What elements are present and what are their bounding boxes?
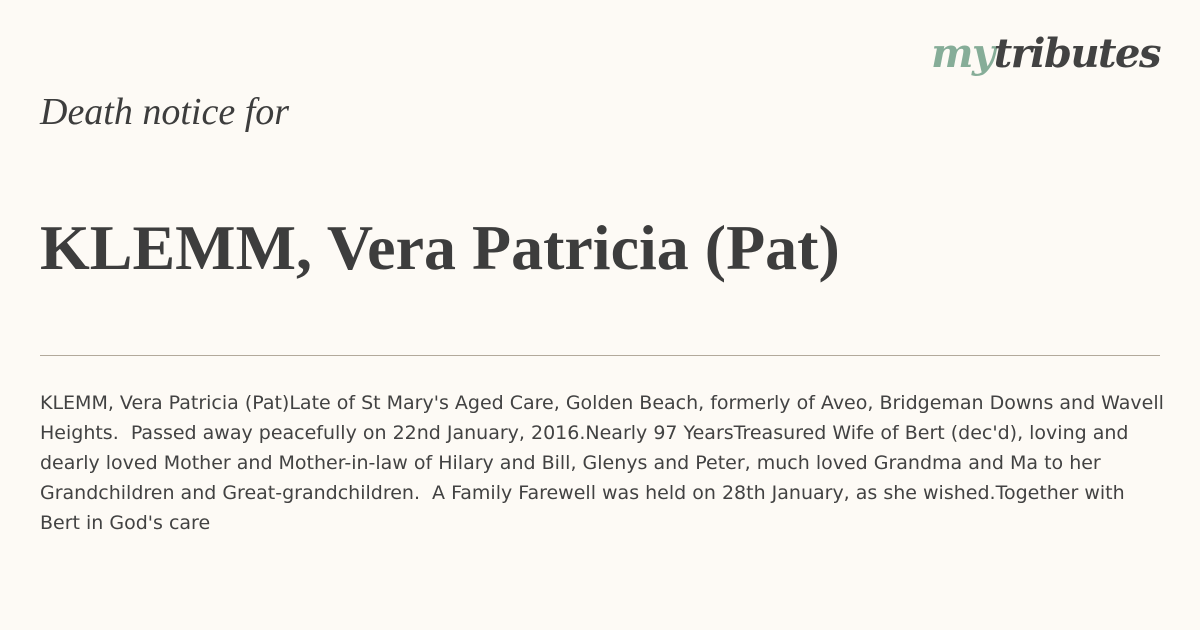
logo-suffix: tributes (993, 30, 1160, 77)
section-divider (40, 355, 1160, 356)
notice-body-text: KLEMM, Vera Patricia (Pat)Late of St Mary's Aged Care, Golden Beach, formerly of Aveo, Bridgeman Downs and Wavell Heights. Passed away peacefully on 22nd January, 2016.Nearly 97 YearsTreasured Wife of Bert (dec'd), loving and dearly loved Mother and Mother-in-law of Hilary and Bill, Glenys and Peter, much loved Grandma and Ma to her Grandchildren and Great-grandchildren. A Family Farewell was held on 28th January, as she wished.Together with Bert in God's care (40, 392, 1170, 534)
deceased-name-title: KLEMM, Vera Patricia (Pat) (40, 212, 840, 283)
logo-prefix: my (931, 30, 994, 77)
notice-intro-heading: Death notice for (40, 91, 290, 133)
mytributes-logo[interactable] (931, 30, 1160, 77)
